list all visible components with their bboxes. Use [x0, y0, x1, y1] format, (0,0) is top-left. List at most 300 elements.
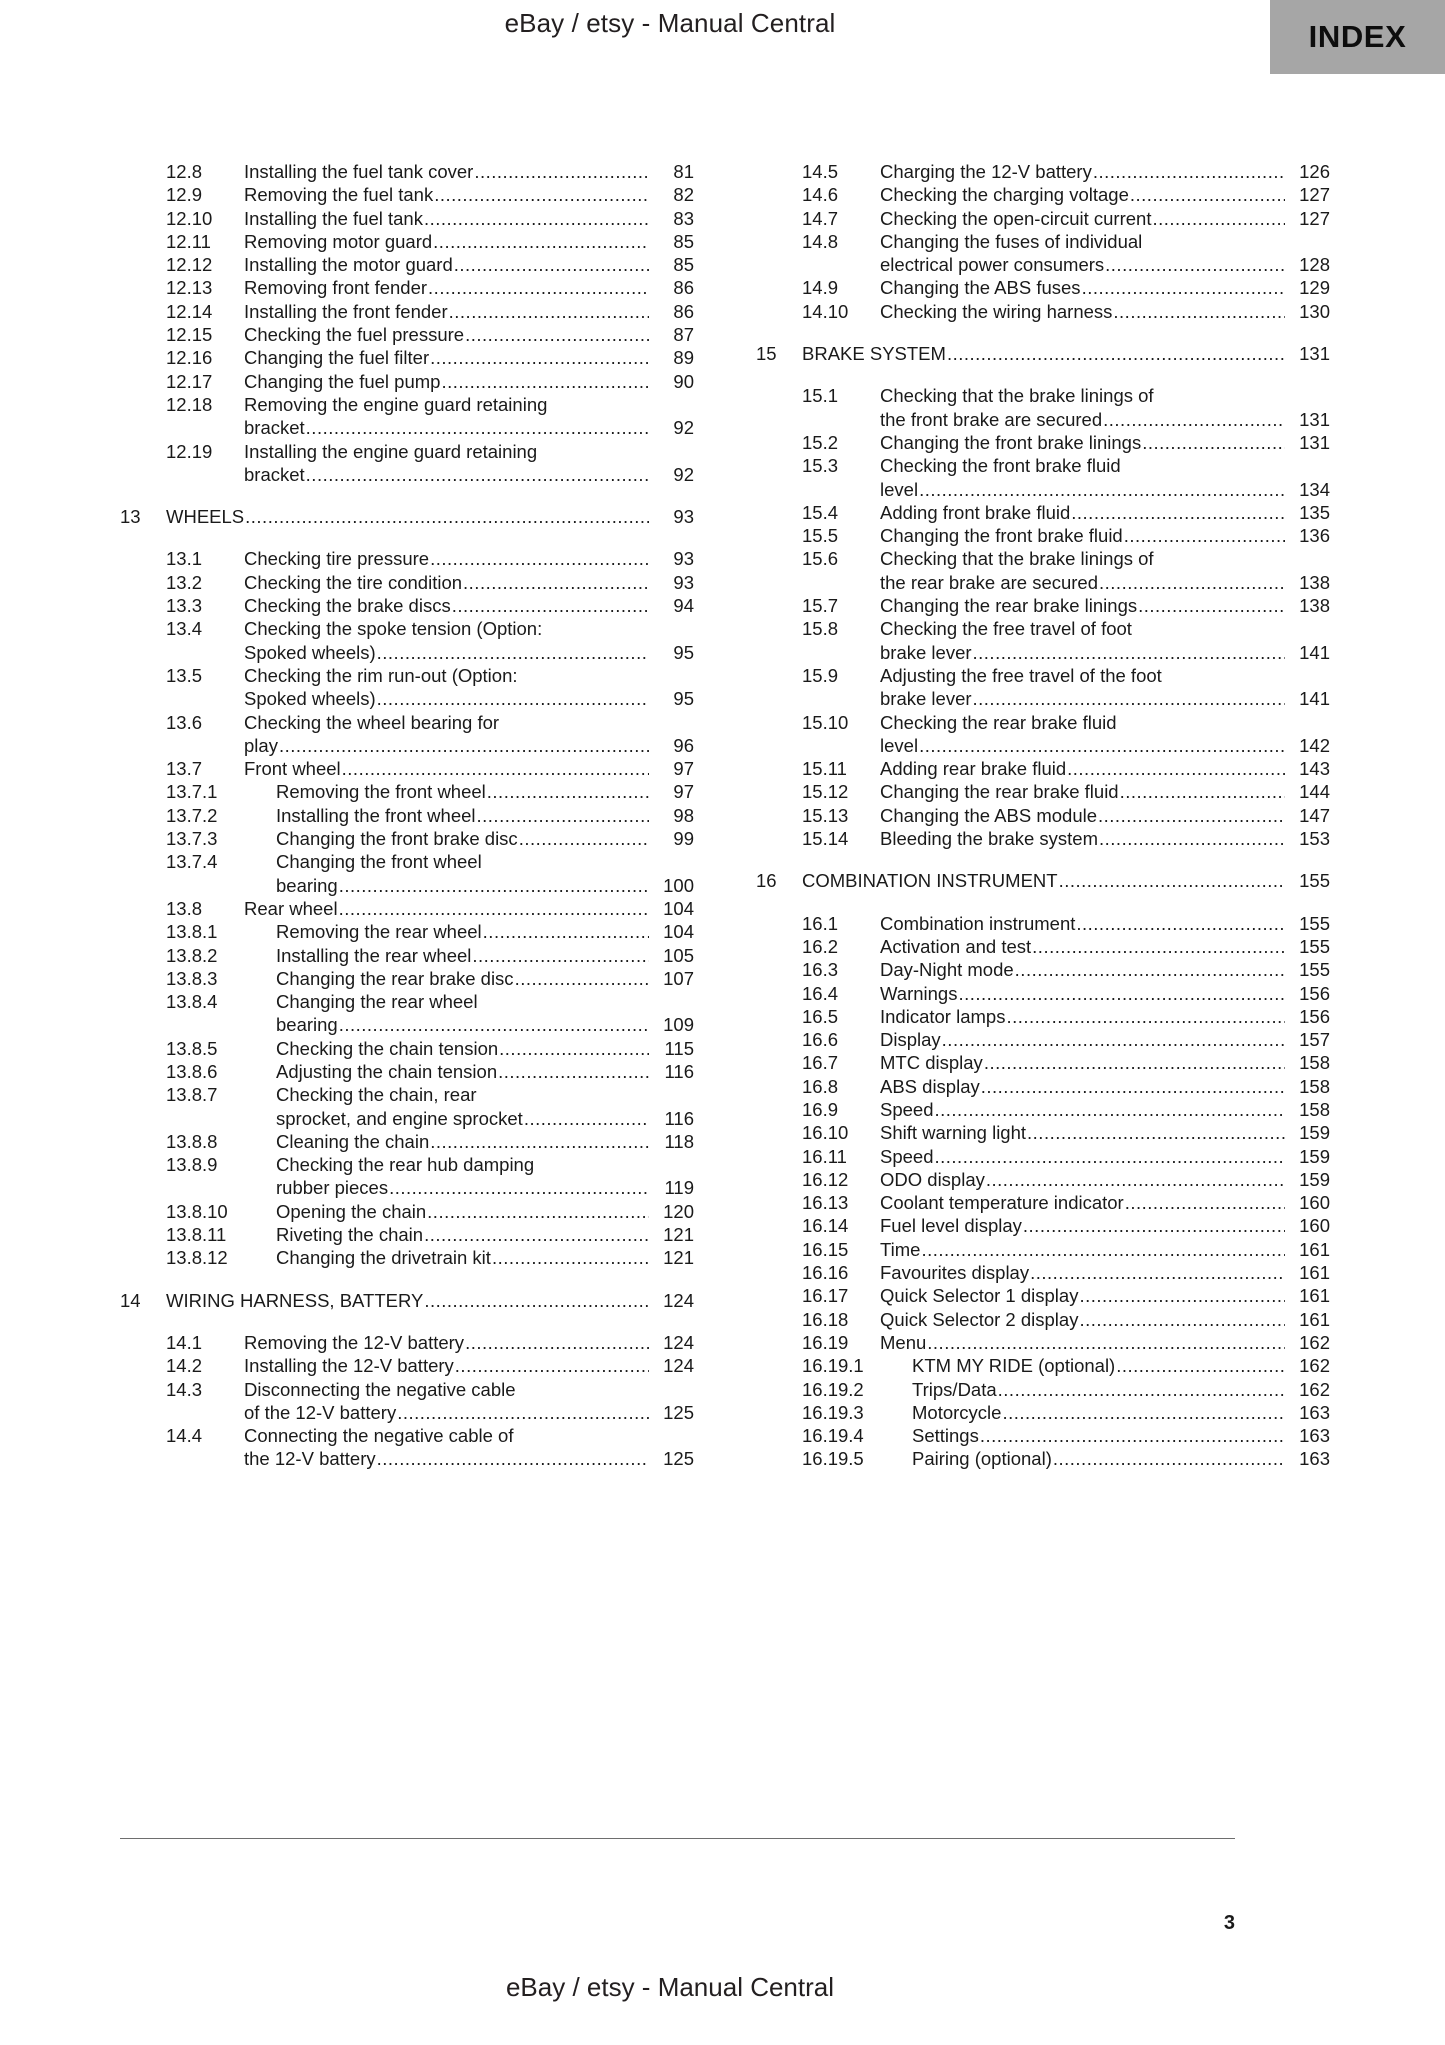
toc-entry-number: 16.15: [802, 1238, 849, 1260]
toc-entry-title: electrical power consumers: [880, 254, 1105, 276]
toc-entry-number: 13.5: [166, 664, 203, 686]
toc-entry[interactable]: [120, 897, 694, 920]
toc-entry-number: 16.14: [802, 1215, 849, 1237]
dot-leader: [1120, 780, 1285, 803]
toc-entry[interactable]: [756, 1238, 1330, 1261]
toc-entry-number: 13.7.4: [166, 851, 218, 873]
toc-entry-line: [276, 780, 694, 803]
toc-entry-title: play: [244, 734, 278, 756]
toc-entry-line: [880, 1308, 1330, 1331]
toc-entry[interactable]: [120, 1378, 694, 1425]
toc-entry-page: 161: [1299, 1308, 1330, 1330]
dot-leader: [433, 230, 649, 253]
toc-entry-line: [912, 1378, 1330, 1401]
toc-entry[interactable]: [120, 253, 694, 276]
toc-entry-line: [802, 342, 1330, 365]
toc-entry-title: Connecting the negative cable of: [244, 1425, 514, 1447]
toc-entry-number: 16.10: [802, 1122, 849, 1144]
toc-entry[interactable]: [120, 393, 694, 440]
toc-entry[interactable]: [756, 160, 1330, 183]
dot-leader: [981, 1075, 1285, 1098]
toc-entry-title: Changing the fuses of individual: [880, 230, 1143, 252]
toc-entry-line: [802, 869, 1330, 892]
toc-entry-page: 82: [673, 184, 694, 206]
toc-entry-title-block: [880, 183, 1330, 206]
toc-entry[interactable]: [120, 757, 694, 780]
toc-entry-title-block: [880, 757, 1330, 780]
toc-entry[interactable]: [756, 982, 1330, 1005]
toc-entry-number: 16.7: [802, 1052, 839, 1074]
toc-entry-title-block: [912, 1354, 1330, 1377]
toc-entry-title-block: [880, 935, 1330, 958]
toc-entry[interactable]: [120, 346, 694, 369]
toc-entry-title: brake lever: [880, 641, 972, 663]
toc-entry-line: [880, 431, 1330, 454]
toc-entry-line: [880, 1168, 1330, 1191]
dot-leader: [1105, 253, 1285, 276]
toc-entry-title-block: [244, 594, 694, 617]
toc-entry-title: Installing the fuel tank: [244, 207, 423, 229]
toc-entry[interactable]: [756, 804, 1330, 827]
toc-entry-number: 16.9: [802, 1098, 839, 1120]
toc-entry[interactable]: [756, 1261, 1330, 1284]
toc-entry-title: Day-Night mode: [880, 959, 1014, 981]
toc-entry-title: Changing the ABS fuses: [880, 277, 1081, 299]
toc-entry[interactable]: [756, 230, 1330, 277]
dot-leader: [1125, 1191, 1285, 1214]
toc-entry-page: 128: [1299, 254, 1330, 276]
toc-entry-title: Changing the front wheel: [276, 851, 482, 873]
toc-entry-number: 16.6: [802, 1029, 839, 1051]
toc-entry[interactable]: [756, 1121, 1330, 1144]
dot-leader: [306, 416, 649, 439]
toc-entry-title: Spoked wheels): [244, 641, 376, 663]
table-of-contents: [120, 160, 1330, 1471]
toc-entry-line: [244, 207, 694, 230]
toc-entry[interactable]: [120, 1037, 694, 1060]
toc-entry[interactable]: [756, 1284, 1330, 1307]
dot-leader: [1152, 207, 1285, 230]
toc-entry[interactable]: [120, 780, 694, 803]
toc-entry[interactable]: [756, 869, 1330, 892]
toc-entry-title: Removing the rear wheel: [276, 921, 482, 943]
toc-entry-number: 12.15: [166, 324, 213, 346]
toc-entry[interactable]: [756, 384, 1330, 431]
toc-entry[interactable]: [756, 501, 1330, 524]
toc-entry[interactable]: [756, 935, 1330, 958]
toc-entry[interactable]: [120, 370, 694, 393]
toc-entry[interactable]: [120, 1153, 694, 1200]
toc-entry-page: 86: [673, 277, 694, 299]
toc-entry-page: 94: [673, 595, 694, 617]
toc-entry-page: 121: [663, 1247, 694, 1269]
toc-entry-number: 14.1: [166, 1331, 203, 1353]
toc-entry[interactable]: [756, 431, 1330, 454]
toc-entry[interactable]: [120, 827, 694, 850]
dot-leader: [935, 1145, 1286, 1168]
toc-entry-title-block: [802, 869, 1330, 892]
toc-entry-title: Installing the front fender: [244, 300, 448, 322]
toc-entry[interactable]: [120, 990, 694, 1037]
toc-entry[interactable]: [756, 958, 1330, 981]
toc-entry-line: [166, 505, 694, 528]
toc-entry-title: Display: [880, 1029, 941, 1051]
toc-entry[interactable]: [756, 617, 1330, 664]
toc-entry[interactable]: [756, 1028, 1330, 1051]
dot-leader: [463, 571, 649, 594]
toc-entry-title: Changing the drivetrain kit: [276, 1247, 491, 1269]
toc-entry[interactable]: [120, 967, 694, 990]
toc-entry[interactable]: [120, 1331, 694, 1354]
toc-entry-title: Changing the rear brake linings: [880, 595, 1138, 617]
toc-entry[interactable]: [756, 1331, 1330, 1354]
dot-leader: [424, 1223, 649, 1246]
toc-entry-line: [880, 253, 1330, 276]
toc-entry[interactable]: [756, 1168, 1330, 1191]
toc-entry-page: 135: [1299, 501, 1330, 523]
toc-entry-title-block: [244, 160, 694, 183]
toc-entry-title-block: [880, 1238, 1330, 1261]
toc-entry[interactable]: [120, 160, 694, 183]
toc-entry-title: Charging the 12-V battery: [880, 161, 1092, 182]
toc-entry-number: 16.16: [802, 1262, 849, 1284]
toc-entry[interactable]: [756, 1075, 1330, 1098]
dot-leader: [492, 1246, 649, 1269]
dot-leader: [1116, 1354, 1285, 1377]
toc-entry-title: Removing front fender: [244, 277, 428, 299]
toc-entry-page: 141: [1299, 688, 1330, 710]
toc-entry[interactable]: [756, 276, 1330, 299]
toc-entry-title-block: [276, 1037, 694, 1060]
toc-entry[interactable]: [756, 207, 1330, 230]
toc-entry-title: Changing the front brake disc: [276, 828, 518, 850]
toc-entry-page: 144: [1299, 781, 1330, 803]
toc-entry[interactable]: [756, 1308, 1330, 1331]
dot-leader: [1023, 1214, 1285, 1237]
toc-entry[interactable]: [120, 711, 694, 758]
toc-entry-line: [244, 183, 694, 206]
toc-entry-page: 134: [1299, 478, 1330, 500]
toc-entry[interactable]: [756, 1401, 1330, 1424]
toc-entry-number: 12.9: [166, 184, 203, 206]
toc-entry-line: [880, 780, 1330, 803]
toc-entry-page: 157: [1299, 1029, 1330, 1051]
toc-entry-line: [276, 944, 694, 967]
toc-entry[interactable]: [120, 571, 694, 594]
toc-entry[interactable]: [120, 547, 694, 570]
toc-entry-title: Riveting the chain: [276, 1224, 424, 1246]
toc-entry-line: [276, 920, 694, 943]
toc-entry-number: 12.16: [166, 347, 213, 369]
toc-entry-title-block: [244, 1331, 694, 1354]
toc-entry-line: [244, 393, 694, 416]
toc-entry[interactable]: [120, 920, 694, 943]
toc-entry-line: [880, 547, 1330, 570]
toc-entry-page: 118: [664, 1130, 694, 1152]
toc-entry-page: 124: [663, 1355, 694, 1377]
dot-leader: [441, 370, 649, 393]
toc-entry-title: bearing: [276, 874, 338, 896]
dot-leader: [1124, 524, 1285, 547]
toc-entry[interactable]: [120, 1130, 694, 1153]
toc-entry[interactable]: [120, 276, 694, 299]
toc-entry-title: Adjusting the free travel of the foot: [880, 664, 1162, 686]
dot-leader: [434, 183, 649, 206]
toc-entry-title-block: [880, 501, 1330, 524]
toc-entry-title-block: [880, 1191, 1330, 1214]
dot-leader: [430, 547, 649, 570]
toc-entry-number: 16.19.1: [802, 1355, 864, 1377]
toc-entry-title: Favourites display: [880, 1262, 1030, 1284]
toc-entry-title: Speed: [880, 1098, 934, 1120]
toc-entry-number: 13.2: [166, 571, 203, 593]
toc-entry-number: 16.8: [802, 1075, 839, 1097]
toc-entry[interactable]: [120, 617, 694, 664]
toc-entry[interactable]: [120, 1424, 694, 1471]
toc-entry-title: the front brake are secured: [880, 408, 1103, 430]
toc-entry-title: Removing the engine guard retaining: [244, 393, 548, 415]
dot-leader: [279, 734, 649, 757]
dot-leader: [1027, 1121, 1285, 1144]
toc-entry[interactable]: [120, 440, 694, 487]
toc-entry-title: Changing the rear brake fluid: [880, 781, 1119, 803]
toc-entry-title-block: [880, 912, 1330, 935]
toc-entry-line: [880, 300, 1330, 323]
toc-entry[interactable]: [120, 850, 694, 897]
toc-entry-line: [880, 1284, 1330, 1307]
toc-entry-title: bracket: [244, 417, 305, 439]
toc-entry[interactable]: [756, 594, 1330, 617]
toc-entry[interactable]: [120, 1223, 694, 1246]
toc-entry-title: Removing motor guard: [244, 230, 433, 252]
toc-entry[interactable]: [120, 664, 694, 711]
toc-entry-title-block: [880, 230, 1330, 277]
toc-entry-page: 85: [673, 230, 694, 252]
dot-leader: [397, 1401, 649, 1424]
toc-entry-title-block: [276, 920, 694, 943]
toc-entry-title: ODO display: [880, 1168, 985, 1190]
toc-entry[interactable]: [756, 780, 1330, 803]
toc-entry-title: Rear wheel: [244, 897, 338, 919]
toc-entry-title-block: [880, 711, 1330, 758]
toc-entry-line: [244, 547, 694, 570]
toc-entry[interactable]: [756, 1447, 1330, 1470]
toc-entry-number: 15.11: [802, 758, 847, 780]
toc-entry-number: 16: [756, 870, 777, 892]
toc-entry-number: 14.6: [802, 184, 839, 206]
toc-entry-number: 16.17: [802, 1285, 849, 1307]
toc-entry[interactable]: [756, 1051, 1330, 1074]
toc-entry-page: 109: [663, 1014, 694, 1036]
toc-entry[interactable]: [120, 323, 694, 346]
toc-entry-page: 161: [1299, 1238, 1330, 1260]
toc-entry[interactable]: [756, 1098, 1330, 1121]
toc-entry[interactable]: [756, 300, 1330, 323]
toc-entry-title-block: [166, 505, 694, 528]
dot-leader: [927, 1331, 1285, 1354]
toc-entry-title-block: [880, 524, 1330, 547]
toc-entry-page: 131: [1299, 343, 1330, 365]
toc-entry[interactable]: [756, 1378, 1330, 1401]
toc-entry-page: 131: [1299, 408, 1330, 430]
toc-entry[interactable]: [120, 594, 694, 617]
toc-entry-line: [880, 276, 1330, 299]
toc-entry-title: rubber pieces: [276, 1177, 389, 1199]
toc-entry[interactable]: [120, 1200, 694, 1223]
toc-entry-line: [880, 1191, 1330, 1214]
toc-entry-line: [880, 160, 1330, 183]
toc-right-column: [756, 160, 1330, 1471]
toc-entry-title-block: [880, 1005, 1330, 1028]
toc-entry[interactable]: [120, 505, 694, 528]
toc-entry-title-block: [880, 454, 1330, 501]
toc-entry-page: 105: [663, 944, 694, 966]
dot-leader: [980, 1424, 1285, 1447]
toc-entry-line: [880, 594, 1330, 617]
dot-leader: [487, 780, 649, 803]
toc-entry-number: 13.7: [166, 758, 203, 780]
toc-entry-title: level: [880, 478, 919, 500]
toc-entry-page: 121: [663, 1224, 694, 1246]
toc-entry[interactable]: [120, 944, 694, 967]
toc-entry-title: Checking the rear hub damping: [276, 1154, 535, 1176]
toc-entry-number: 14.2: [166, 1355, 203, 1377]
toc-entry[interactable]: [756, 1354, 1330, 1377]
dot-leader: [455, 1354, 649, 1377]
toc-entry-title-block: [244, 1424, 694, 1471]
toc-entry-number: 15.12: [802, 781, 849, 803]
toc-entry-line: [276, 1013, 694, 1036]
toc-entry-page: 131: [1299, 431, 1330, 453]
toc-entry-title: Changing the front brake fluid: [880, 525, 1123, 547]
toc-entry[interactable]: [120, 1083, 694, 1130]
dot-leader: [1082, 276, 1285, 299]
toc-entry-title: Checking the brake discs: [244, 595, 451, 617]
toc-entry-number: 15.7: [802, 595, 839, 617]
toc-entry[interactable]: [120, 1354, 694, 1377]
toc-entry-line: [880, 454, 1330, 477]
toc-entry-line: [880, 1261, 1330, 1284]
toc-entry-line: [880, 687, 1330, 710]
toc-entry-page: 162: [1299, 1355, 1330, 1377]
toc-entry-title-block: [912, 1424, 1330, 1447]
toc-entry-title: Bleeding the brake system: [880, 828, 1099, 850]
toc-entry-title: Spoked wheels): [244, 688, 376, 710]
toc-entry[interactable]: [756, 1191, 1330, 1214]
toc-entry-title-block: [880, 547, 1330, 594]
toc-entry-line: [880, 958, 1330, 981]
toc-entry-page: 161: [1299, 1262, 1330, 1284]
dot-leader: [1098, 804, 1285, 827]
toc-entry[interactable]: [120, 1060, 694, 1083]
toc-entry[interactable]: [756, 342, 1330, 365]
toc-entry[interactable]: [120, 230, 694, 253]
toc-entry-line: [880, 982, 1330, 1005]
toc-entry[interactable]: [120, 1289, 694, 1312]
toc-entry-line: [244, 1447, 694, 1470]
toc-entry-title-block: [244, 617, 694, 664]
toc-entry-title-block: [276, 804, 694, 827]
toc-entry-line: [880, 478, 1330, 501]
toc-entry[interactable]: [120, 207, 694, 230]
toc-entry-number: 15.9: [802, 664, 839, 686]
toc-entry-page: 160: [1299, 1215, 1330, 1237]
toc-entry-title-block: [880, 431, 1330, 454]
toc-entry[interactable]: [756, 757, 1330, 780]
toc-entry[interactable]: [756, 1005, 1330, 1028]
toc-entry-line: [244, 687, 694, 710]
toc-entry-title-block: [880, 982, 1330, 1005]
toc-entry-title: bearing: [276, 1014, 338, 1036]
toc-entry-page: 143: [1299, 758, 1330, 780]
toc-entry[interactable]: [756, 1145, 1330, 1168]
toc-entry[interactable]: [756, 827, 1330, 850]
toc-entry-page: 162: [1299, 1378, 1330, 1400]
toc-entry-line: [912, 1354, 1330, 1377]
dot-leader: [339, 897, 649, 920]
toc-entry-title: bracket: [244, 463, 305, 485]
dot-leader: [958, 982, 1285, 1005]
toc-entry-title-block: [276, 1060, 694, 1083]
toc-entry[interactable]: [756, 454, 1330, 501]
toc-entry-line: [276, 967, 694, 990]
toc-entry-title: of the 12-V battery: [244, 1401, 397, 1423]
dot-leader: [342, 757, 649, 780]
toc-entry-title-block: [276, 1153, 694, 1200]
toc-entry-number: 16.5: [802, 1005, 839, 1027]
toc-entry[interactable]: [756, 547, 1330, 594]
toc-entry[interactable]: [756, 912, 1330, 935]
toc-entry-title: Cleaning the chain: [276, 1130, 430, 1152]
toc-entry-title: Installing the engine guard retaining: [244, 440, 538, 462]
toc-entry-page: 125: [663, 1401, 694, 1423]
toc-entry-title-block: [880, 1214, 1330, 1237]
toc-entry[interactable]: [756, 1424, 1330, 1447]
toc-entry[interactable]: [120, 300, 694, 323]
toc-entry-title: Checking the charging voltage: [880, 184, 1129, 206]
toc-entry-line: [244, 617, 694, 640]
toc-entry-title: Quick Selector 2 display: [880, 1308, 1079, 1330]
toc-entry-number: 14.8: [802, 230, 839, 252]
toc-entry-page: 87: [673, 324, 694, 346]
toc-entry-title-block: [880, 1098, 1330, 1121]
toc-entry[interactable]: [120, 1246, 694, 1269]
toc-entry-page: 127: [1299, 207, 1330, 229]
toc-entry-line: [244, 641, 694, 664]
toc-entry[interactable]: [120, 804, 694, 827]
toc-entry-title-block: [912, 1378, 1330, 1401]
toc-entry-title-block: [276, 1246, 694, 1269]
toc-entry-line: [244, 230, 694, 253]
toc-entry-number: 16.13: [802, 1192, 849, 1214]
toc-entry-title-block: [244, 276, 694, 299]
toc-entry[interactable]: [756, 664, 1330, 711]
index-tab-label: INDEX: [1308, 19, 1407, 54]
dot-leader: [1030, 1261, 1285, 1284]
toc-entry-title-block: [880, 1145, 1330, 1168]
dot-leader: [1130, 183, 1285, 206]
toc-entry-line: [244, 323, 694, 346]
toc-entry[interactable]: [756, 711, 1330, 758]
toc-entry-title-block: [244, 300, 694, 323]
dot-leader: [935, 1098, 1286, 1121]
toc-entry-line: [244, 1401, 694, 1424]
toc-entry[interactable]: [756, 183, 1330, 206]
toc-entry-page: 142: [1299, 734, 1330, 756]
toc-entry[interactable]: [120, 183, 694, 206]
toc-entry[interactable]: [756, 1214, 1330, 1237]
toc-entry[interactable]: [756, 524, 1330, 547]
